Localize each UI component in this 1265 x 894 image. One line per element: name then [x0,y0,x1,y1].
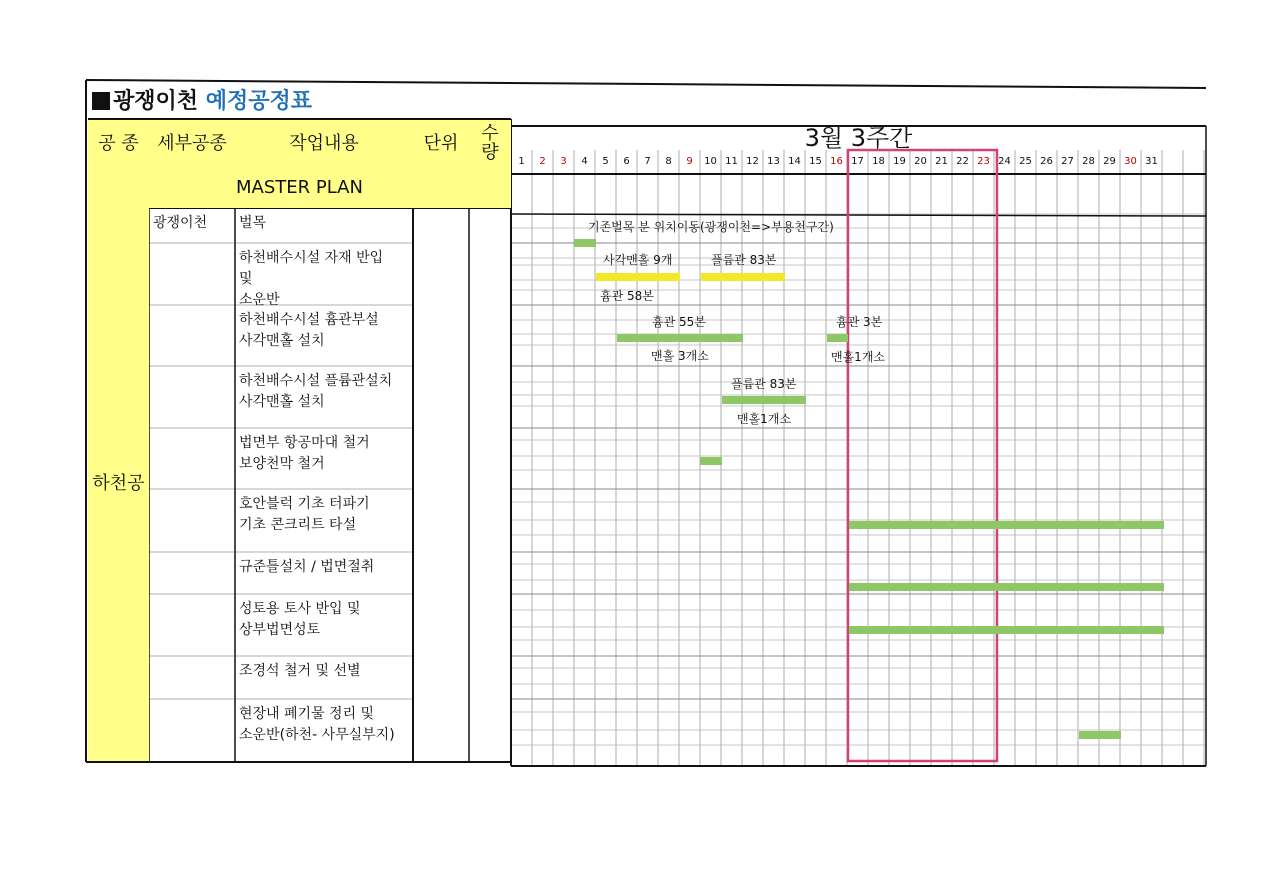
day-header-cell: 20 [914,156,927,167]
task-text: 호안블럭 기초 터파기 [239,496,370,512]
day-header-cell: 13 [767,156,780,167]
day-header-cell: 8 [665,156,672,167]
day-header-cell: 28 [1082,156,1095,167]
day-header-cell: 7 [644,156,651,167]
annotation: 플륨관 83본 [731,377,797,391]
day-header-cell: 6 [623,156,630,167]
gantt-bar [827,334,848,342]
day-header-cell: 17 [851,156,864,167]
annotation: 플륨관 83본 [711,253,777,267]
gantt-bar [849,521,1164,529]
task-text: 하천배수시설 흄관부설 [239,312,379,328]
day-header-cell: 27 [1061,156,1074,167]
day-header-cell: 15 [809,156,822,167]
header-gongjong: 공 종 [88,120,149,168]
gantt-bar [722,396,806,404]
day-header-cell: 10 [704,156,717,167]
task-text: 하천배수시설 플륨관설치 [239,373,393,389]
day-header-cell: 3 [560,156,567,167]
task-text: 사각맨홀 설치 [239,394,325,410]
day-header-cell: 11 [725,156,738,167]
header-danwi: 단위 [413,120,469,168]
day-header-cell: 31 [1145,156,1158,167]
header-sebu: 세부공종 [149,120,235,168]
task-text: 현장내 폐기물 정리 및 [239,706,375,722]
task-text: 성토용 토사 반입 및 [239,601,361,617]
task-text: 보양천막 철거 [239,456,325,472]
task-text: 및 [239,271,253,287]
day-header-cell: 14 [788,156,801,167]
task-text: 소운반 [239,292,280,308]
task-text: 상부법면성토 [239,622,321,638]
day-header-cell: 9 [686,156,693,167]
black-square-icon [92,92,110,110]
day-header-cell: 5 [602,156,609,167]
annotation: 맨홀 3개소 [651,349,709,363]
master-plan-row: MASTER PLAN [88,168,511,208]
gantt-bar [617,334,743,342]
page-title: 광쟁이천 예정공정표 [92,84,312,115]
task-text: 조경석 철거 및 선별 [239,663,361,679]
day-header-cell: 2 [539,156,546,167]
day-header-cell: 21 [935,156,948,167]
task-text: 사각맨홀 설치 [239,333,325,349]
task-text: 기초 콘크리트 타설 [239,517,357,533]
annotation: 흄관 58본 [600,289,654,303]
annotation: 사각맨홀 9개 [603,253,673,267]
gantt-bar [1079,731,1121,739]
day-header-cell: 22 [956,156,969,167]
task-text: 소운반(하천- 사무실부지) [239,727,395,743]
day-header-cell: 18 [872,156,885,167]
gantt-bar [574,239,596,247]
day-header-cell: 4 [581,156,588,167]
day-header-cell: 30 [1124,156,1137,167]
annotation: 기존벌목 분 위치이동(광쟁이천=>부용천구간) [588,220,834,234]
current-week-highlight [848,150,997,761]
header-suryang: 수 량 [469,120,511,168]
task-text: 벌목 [239,215,267,231]
day-header-cell: 24 [998,156,1011,167]
annotation: 맨홀1개소 [737,412,792,426]
day-header-cell: 23 [977,156,990,167]
week-label: 3월 3주간 [804,124,913,152]
day-header-cell: 19 [893,156,906,167]
header-jakup: 작업내용 [235,120,413,168]
subcategory-label: 광쟁이천 [153,215,208,231]
gantt-bar [849,583,1164,591]
annotation: 맨홀1개소 [831,350,886,364]
gantt-bar [700,457,722,465]
gantt-bar [849,626,1164,634]
gantt-bar [701,273,785,281]
title-highlight: 예정공정표 [205,89,312,114]
category-cell: 하천공 [88,208,149,761]
annotation: 흄관 55본 [652,315,706,329]
day-header-cell: 12 [746,156,759,167]
gantt-bar [596,273,680,281]
task-text: 규준틀설치 / 법면절취 [239,559,375,575]
day-header-cell: 25 [1019,156,1032,167]
day-header-cell: 16 [830,156,843,167]
annotation: 흄관 3본 [836,315,883,329]
task-text: 하천배수시설 자재 반입 [239,250,384,266]
day-header-cell: 1 [518,156,525,167]
day-header-cell: 29 [1103,156,1116,167]
day-header-cell: 26 [1040,156,1053,167]
task-text: 법면부 항공마대 철거 [239,435,370,451]
